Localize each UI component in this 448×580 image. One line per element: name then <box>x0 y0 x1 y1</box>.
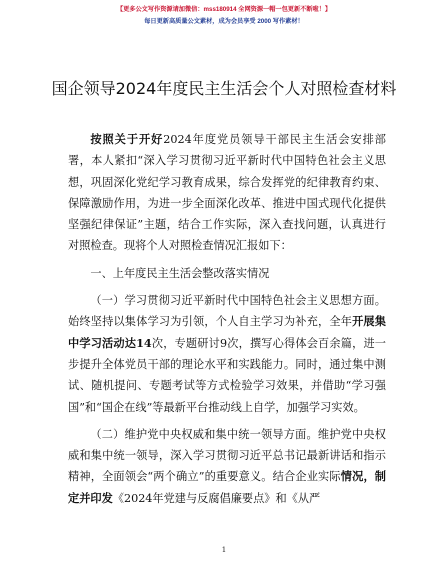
section-heading-1: 一、上年度民主生活会整改落实情况 <box>90 266 270 280</box>
subsection-1-bold-number: 14 <box>136 335 152 350</box>
subsection-2-bold: 情况，制定并印发 <box>68 469 386 505</box>
intro-text: 2024年度党员领导干部民主生活会安排部署，本人紧扣“深入学习贯彻习近平新时代中国特色社会主义思想，巩固深化党纪学习教育成果，综合发挥党的纪律教育约束、保障激励作用，为进一步全面深化改革、推进中国式现代化提供坚强纪律保证”主题，结合工作实际，深入查找问题，认真进行对照检查。现将个人对照检查情况汇报如下： <box>68 133 386 253</box>
subsection-1-bold: 开展集中学习活动达 <box>68 314 386 350</box>
promo-banner-line-2: 每日更新高质量公文素材，成为会员享受 2000 写作素材！ <box>144 18 304 25</box>
document-body <box>68 129 386 509</box>
subsection-2-text-b: 《2024年党建与反腐倡廉要点》和《从严 <box>112 491 321 505</box>
page-number: 1 <box>221 546 227 554</box>
subsection-1-text-b: 次，专题研讨9次，撰写心得体会百余篇，进一步提升全体党员干部的理论水平和实践能力。同时，通过集中测试、随机提问、专题考试等方式检验学习效果，并借助“学习强国”和“国企在线”等最新平台推动线上自学，加强学习实效。 <box>68 336 386 414</box>
subsection-2-paragraph <box>68 424 386 509</box>
subsection-1-text-a: （一）学习贯彻习近平新时代中国特色社会主义思想方面。始终坚持以集体学习为引领，个人自主学习为补充，全年 <box>68 294 386 329</box>
subsection-1-paragraph <box>68 290 386 418</box>
intro-paragraph <box>68 129 386 257</box>
promo-banner-line-1: 【更多公文写作资源请加微信：mss180914 全网资源一帽一包更新不断啦！】 <box>116 6 332 13</box>
promo-banner <box>0 4 448 28</box>
subsection-2-text-a: （二）维护党中央权威和集中统一领导方面。维护党中央权威和集中统一领导，深入学习贯彻习近平总书记最新讲话和指示精神，全面领会“两个确立”的重要意义。结合企业实际 <box>68 427 386 484</box>
intro-lead: 按照关于开好 <box>90 132 164 146</box>
document-title: 国企领导2024年度民主生活会个人对照检查材料 <box>51 79 397 98</box>
